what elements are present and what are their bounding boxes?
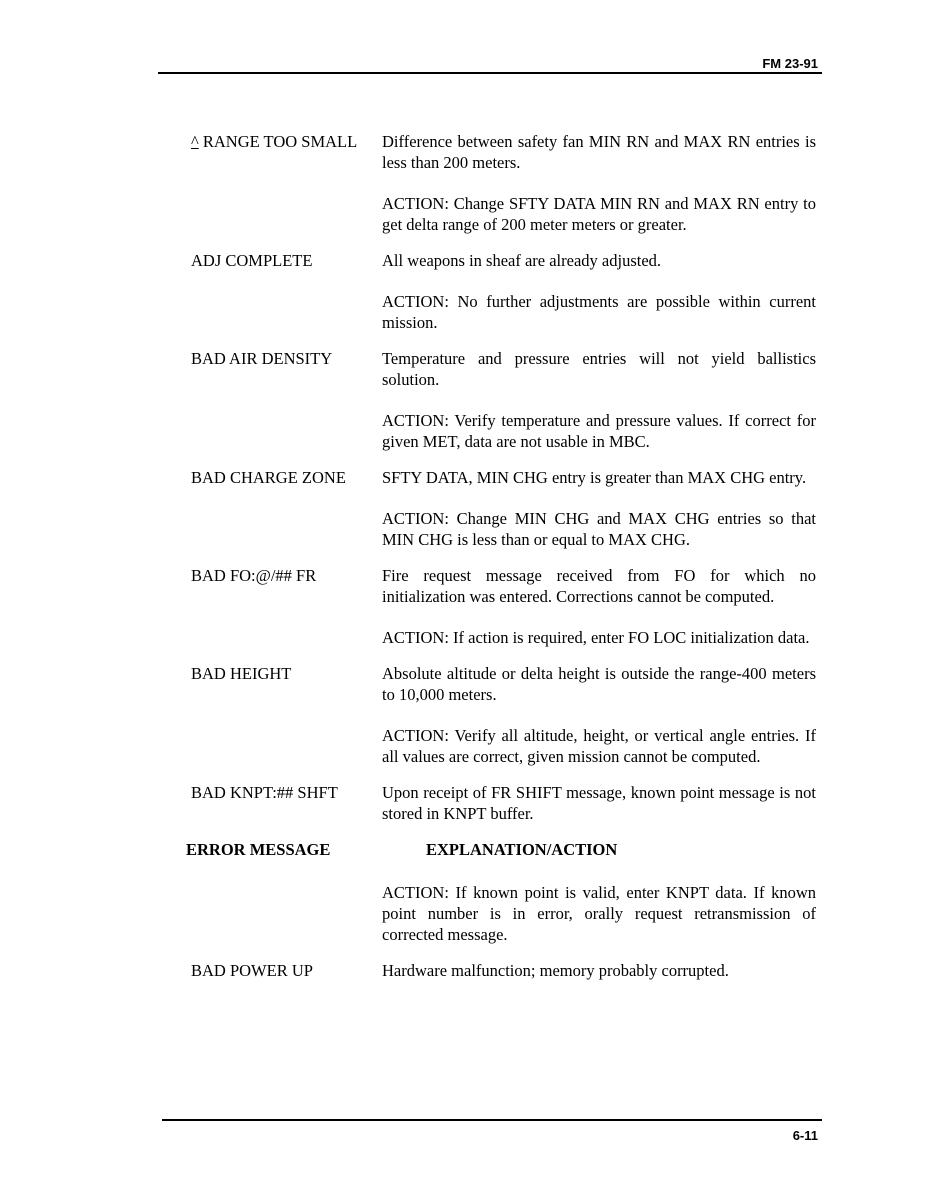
error-message-term <box>186 960 382 981</box>
explanation-action <box>382 782 820 824</box>
error-message-heading: ERROR MESSAGE <box>186 840 331 859</box>
action-paragraph: ACTION: Change MIN CHG and MAX CHG entries so that MIN CHG is less than or equal to MAX CHG. <box>382 509 816 549</box>
error-message-term <box>186 663 382 767</box>
error-message-text: RANGE TOO SMALL <box>198 132 358 151</box>
error-message-text: BAD KNPT:## SHFT <box>191 783 338 802</box>
error-entry <box>186 782 820 824</box>
explanation-paragraph: Fire request message received from FO for which no initialization was entered. Corrections cannot be computed. <box>382 566 816 606</box>
error-message-text: BAD CHARGE ZONE <box>191 468 346 487</box>
explanation-action <box>382 960 820 981</box>
explanation-action <box>382 348 820 452</box>
error-entry <box>186 565 820 648</box>
explanation-paragraph: Absolute altitude or delta height is outside the range-400 meters to 10,000 meters. <box>382 664 816 704</box>
action-paragraph: ACTION: Verify temperature and pressure values. If correct for given MET, data are not usable in MBC. <box>382 411 816 451</box>
action-paragraph: ACTION: If action is required, enter FO LOC initialization data. <box>382 628 810 647</box>
explanation-action <box>382 663 820 767</box>
error-message-term <box>186 882 382 945</box>
action-paragraph: ACTION: Change SFTY DATA MIN RN and MAX RN entry to get delta range of 200 meter meters or greater. <box>382 194 816 234</box>
page-header <box>158 52 822 74</box>
entries-after-heading <box>186 882 820 981</box>
error-entry <box>186 467 820 550</box>
explanation-action <box>382 565 820 648</box>
error-message-table <box>186 131 820 996</box>
error-message-text: ADJ COMPLETE <box>191 251 313 270</box>
error-message-text: BAD AIR DENSITY <box>191 349 333 368</box>
page-footer <box>162 1119 822 1151</box>
action-paragraph: ACTION: Verify all altitude, height, or vertical angle entries. If all values are correct, given mission cannot be computed. <box>382 726 816 766</box>
explanation-action <box>382 467 820 550</box>
explanation-paragraph: Temperature and pressure entries will not yield ballistics solution. <box>382 349 816 389</box>
error-message-term <box>186 348 382 452</box>
explanation-paragraph: All weapons in sheaf are already adjusted. <box>382 251 662 270</box>
header-rule <box>158 72 822 74</box>
explanation-action <box>382 882 820 945</box>
entries-before-heading <box>186 131 820 824</box>
error-message-text: BAD HEIGHT <box>191 664 292 683</box>
error-entry <box>186 663 820 767</box>
page-number: 6-11 <box>792 1128 818 1143</box>
error-message-term <box>186 467 382 550</box>
manual-id: FM 23-91 <box>762 56 818 71</box>
explanation-action <box>382 131 820 235</box>
error-message-term <box>186 250 382 333</box>
explanation-paragraph: Difference between safety fan MIN RN and MAX RN entries is less than 200 meters. <box>382 132 816 172</box>
action-paragraph: ACTION: No further adjustments are possible within current mission. <box>382 292 816 332</box>
error-message-term <box>186 565 382 648</box>
explanation-paragraph: Upon receipt of FR SHIFT message, known point message is not stored in KNPT buffer. <box>382 783 816 823</box>
explanation-heading: EXPLANATION/ACTION <box>426 840 618 859</box>
explanation-action <box>382 250 820 333</box>
error-entry <box>186 348 820 452</box>
action-paragraph: ACTION: If known point is valid, enter KNPT data. If known point number is in error, orally request retransmission of corrected message. <box>382 883 816 944</box>
error-entry <box>186 960 820 981</box>
footer-rule <box>162 1119 822 1121</box>
explanation-paragraph: SFTY DATA, MIN CHG entry is greater than MAX CHG entry. <box>382 468 807 487</box>
error-message-term <box>186 782 382 824</box>
caret-symbol: ^ <box>191 132 199 151</box>
error-message-term <box>186 131 382 235</box>
error-message-text: BAD POWER UP <box>191 961 313 980</box>
error-entry <box>186 882 820 945</box>
column-headings <box>186 839 820 860</box>
error-message-text: BAD FO:@/## FR <box>191 566 317 585</box>
explanation-paragraph: Hardware malfunction; memory probably corrupted. <box>382 961 729 980</box>
error-entry <box>186 131 820 235</box>
error-entry <box>186 250 820 333</box>
